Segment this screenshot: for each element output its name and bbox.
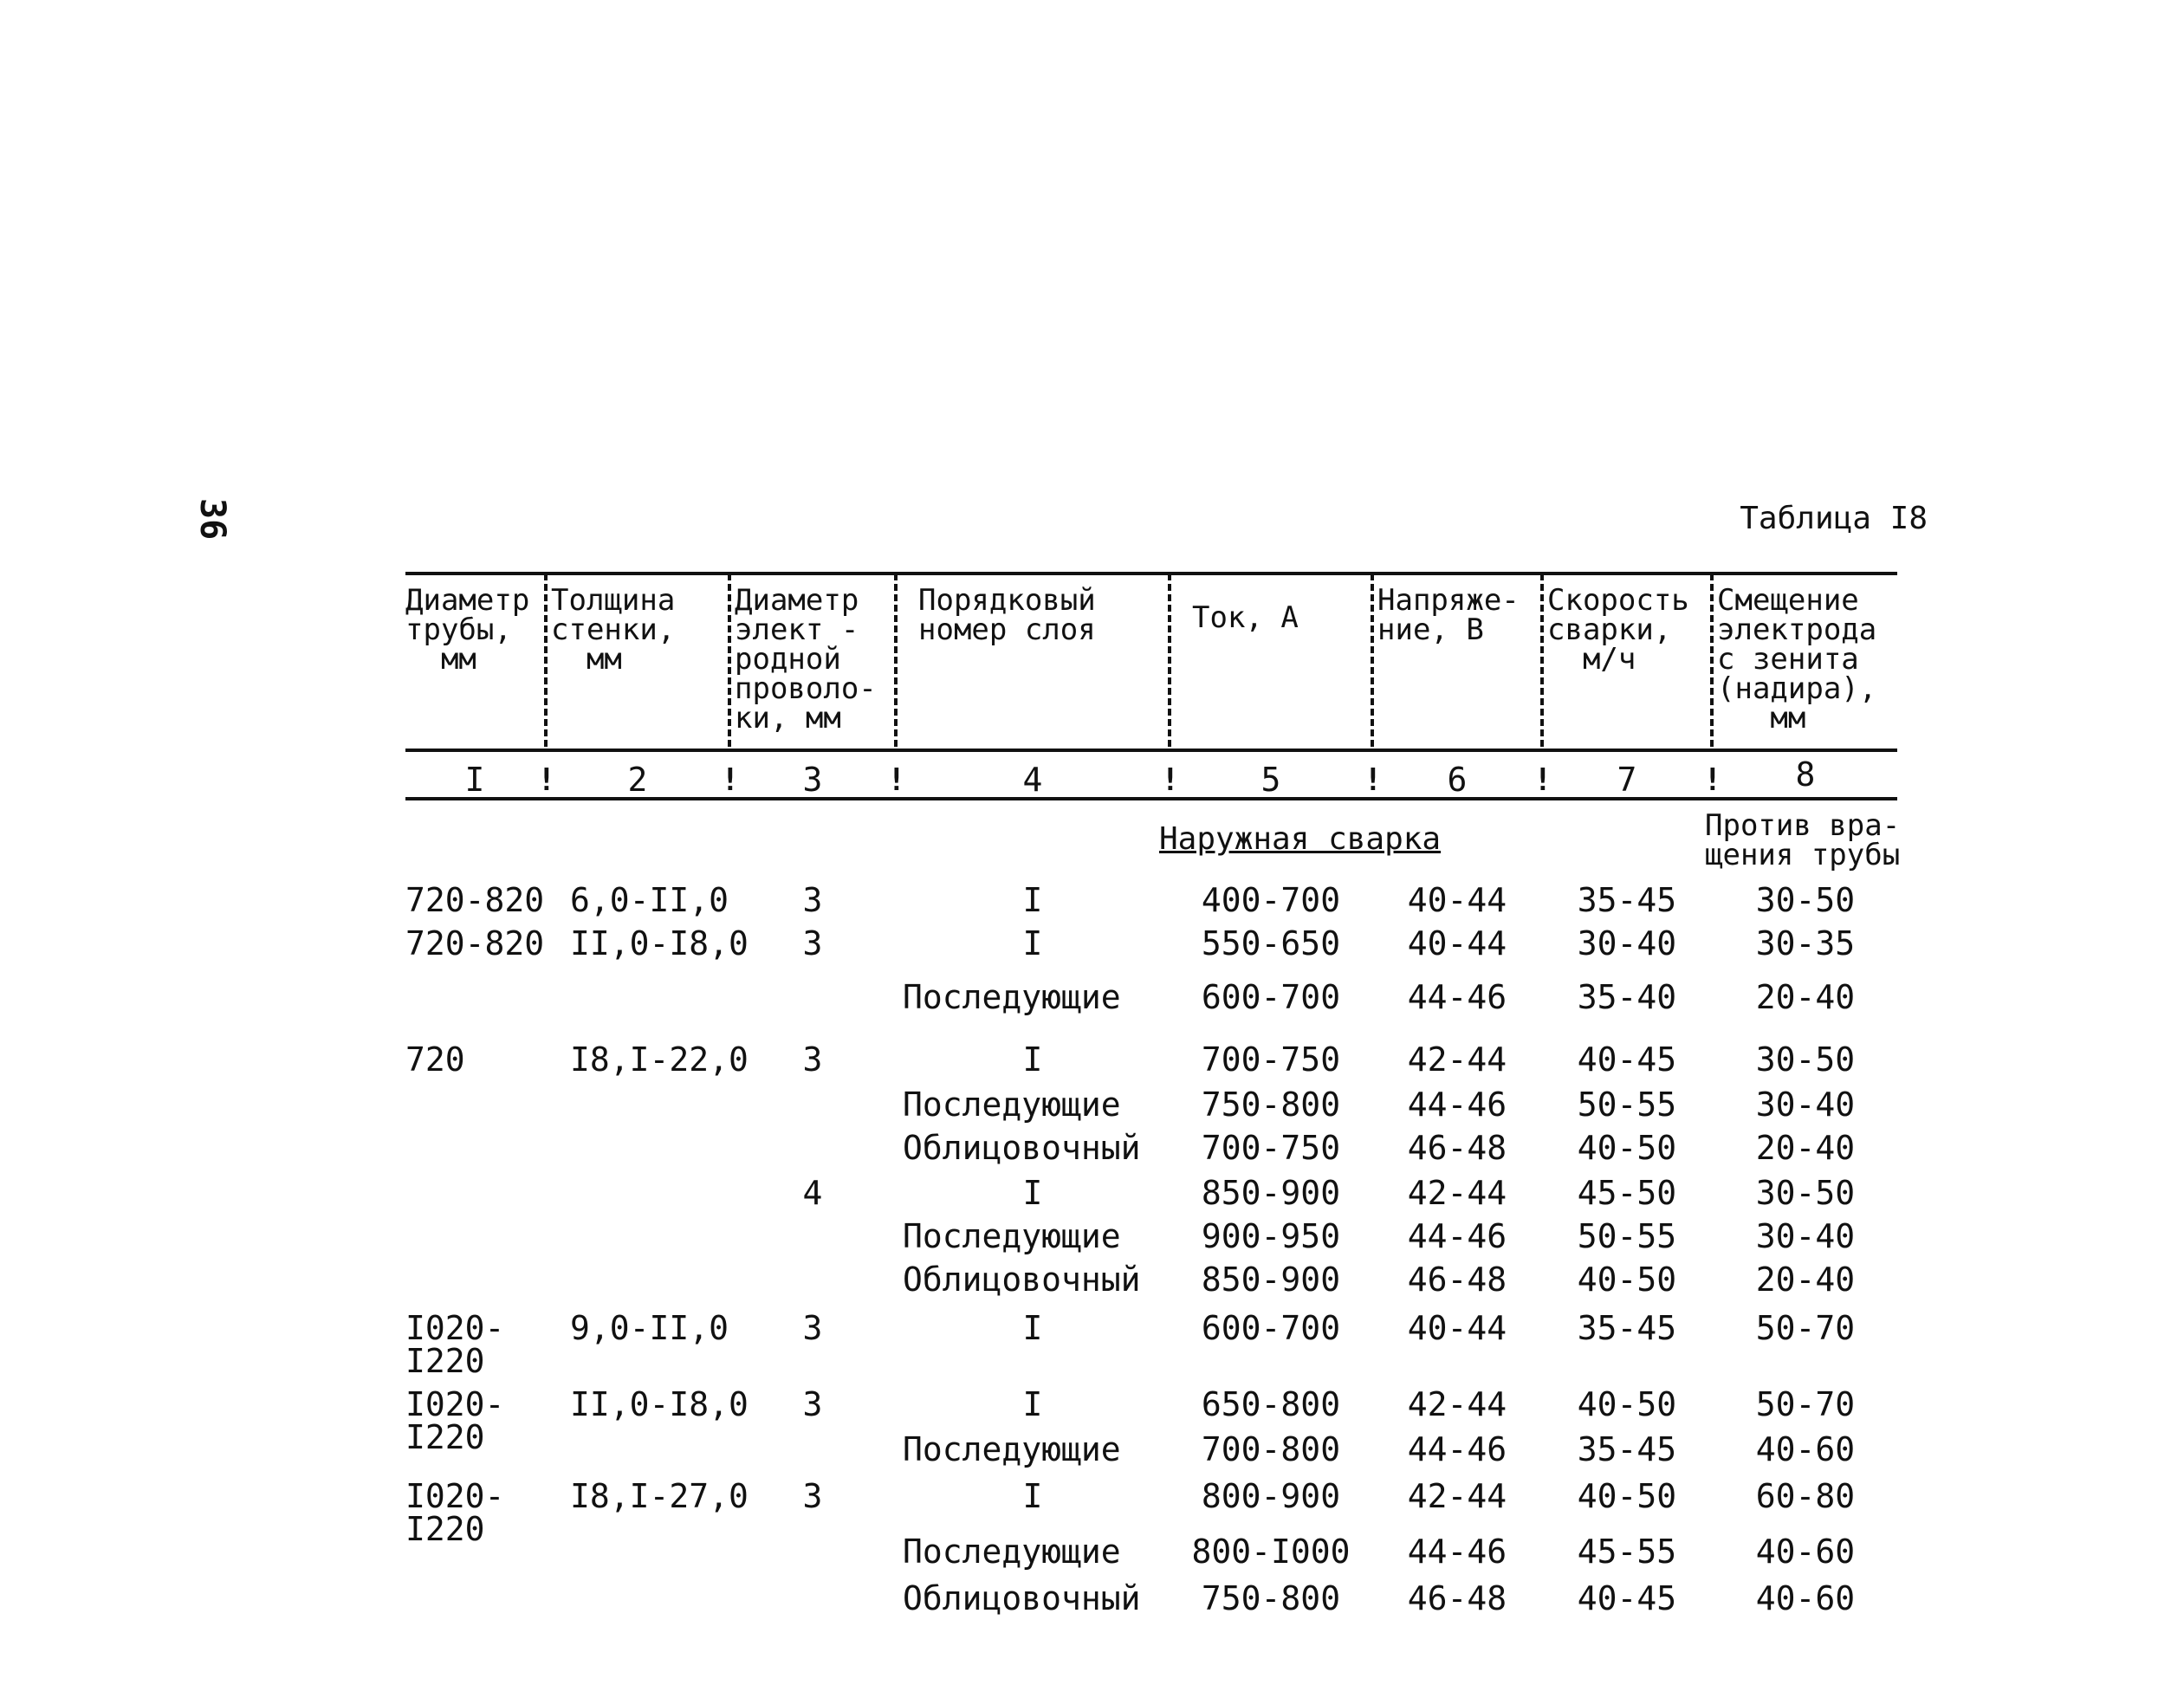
cell-pipe-diameter: 720-820	[405, 924, 545, 962]
column-separator	[544, 574, 548, 747]
cell-current: 750-800	[1201, 1086, 1341, 1124]
welding-table	[405, 570, 1901, 1617]
cell-current: 700-750	[1201, 1129, 1341, 1167]
cell-layer-number: Последующие	[903, 978, 1121, 1016]
cell-electrode-offset: 30-35	[1755, 924, 1856, 962]
cell-layer-number: Последующие	[903, 1086, 1121, 1124]
cell-current: 600-700	[1201, 1309, 1341, 1347]
cell-layer-number: I	[1022, 1477, 1043, 1515]
cell-wire-diameter: 3	[802, 1040, 823, 1079]
column-number-separator: !	[1161, 762, 1180, 798]
header-current: Ток, А	[1192, 600, 1299, 635]
cell-electrode-offset: 40-60	[1755, 1533, 1856, 1571]
cell-layer-number: Облицовочный	[903, 1261, 1141, 1299]
cell-wire-diameter: 3	[802, 1477, 823, 1515]
column-separator	[1371, 574, 1374, 747]
cell-speed: 40-45	[1577, 1040, 1677, 1079]
column-number: 2	[627, 761, 648, 799]
cell-current: 850-900	[1201, 1174, 1341, 1212]
cell-current: 700-800	[1201, 1430, 1341, 1468]
cell-speed: 45-55	[1577, 1533, 1677, 1571]
cell-voltage: 44-46	[1407, 1217, 1507, 1255]
cell-wall-thickness: I8,I-22,0	[570, 1040, 749, 1079]
cell-current: 850-900	[1201, 1261, 1341, 1299]
cell-layer-number: Последующие	[903, 1217, 1121, 1255]
cell-wall-thickness: 9,0-II,0	[570, 1309, 729, 1347]
column-separator	[728, 574, 731, 747]
column-separator	[1710, 574, 1714, 747]
cell-voltage: 42-44	[1407, 1477, 1507, 1515]
cell-electrode-offset: 50-70	[1755, 1385, 1856, 1423]
cell-layer-number: I	[1022, 1040, 1043, 1079]
cell-electrode-offset: 30-40	[1755, 1217, 1856, 1255]
cell-electrode-offset: 30-50	[1755, 881, 1856, 919]
cell-layer-number: Последующие	[903, 1533, 1121, 1571]
section-note: Против вра- щения трубы	[1705, 808, 1901, 872]
column-number: 4	[1022, 761, 1043, 799]
cell-speed: 40-45	[1577, 1579, 1677, 1617]
cell-current: 750-800	[1201, 1579, 1341, 1617]
column-number-separator: !	[1533, 762, 1552, 798]
cell-current: 800-I000	[1191, 1533, 1351, 1571]
section-title: Наружная сварка	[1159, 821, 1442, 857]
header-layer-number: Порядковый номер слоя	[918, 583, 1096, 647]
cell-pipe-diameter: I020- I220	[405, 1385, 505, 1456]
cell-speed: 30-40	[1577, 924, 1677, 962]
cell-voltage: 40-44	[1407, 881, 1507, 919]
cell-speed: 50-55	[1577, 1217, 1677, 1255]
cell-voltage: 40-44	[1407, 924, 1507, 962]
cell-speed: 45-50	[1577, 1174, 1677, 1212]
column-number-separator: !	[887, 762, 906, 798]
cell-current: 700-750	[1201, 1040, 1341, 1079]
cell-speed: 35-45	[1577, 1430, 1677, 1468]
cell-electrode-offset: 30-40	[1755, 1086, 1856, 1124]
cell-electrode-offset: 20-40	[1755, 978, 1856, 1016]
cell-voltage: 42-44	[1407, 1040, 1507, 1079]
header-pipe-diameter: Диаметр трубы, мм	[405, 583, 530, 677]
cell-current: 800-900	[1201, 1477, 1341, 1515]
cell-electrode-offset: 30-50	[1755, 1040, 1856, 1079]
header-wall-thickness: Толщина стенки, мм	[551, 583, 676, 677]
header-bottom-rule	[405, 749, 1897, 752]
cell-layer-number: Облицовочный	[903, 1129, 1141, 1167]
cell-pipe-diameter: I020- I220	[405, 1477, 505, 1548]
column-number: 7	[1617, 761, 1637, 799]
cell-wall-thickness: II,0-I8,0	[570, 1385, 749, 1423]
header-wire-diameter: Диаметр элект - родной проволо- ки, мм	[735, 583, 877, 736]
column-number-separator: !	[1364, 762, 1383, 798]
column-number: 8	[1795, 755, 1816, 794]
column-number-separator: !	[1703, 762, 1722, 798]
cell-electrode-offset: 40-60	[1755, 1579, 1856, 1617]
cell-speed: 40-50	[1577, 1129, 1677, 1167]
cell-wire-diameter: 3	[802, 1385, 823, 1423]
cell-electrode-offset: 40-60	[1755, 1430, 1856, 1468]
cell-electrode-offset: 20-40	[1755, 1261, 1856, 1299]
cell-current: 650-800	[1201, 1385, 1341, 1423]
header-speed: Скорость сварки, м/ч	[1547, 583, 1689, 677]
cell-wall-thickness: 6,0-II,0	[570, 881, 729, 919]
cell-current: 550-650	[1201, 924, 1341, 962]
header-voltage: Напряже- ние, В	[1377, 583, 1520, 647]
cell-electrode-offset: 60-80	[1755, 1477, 1856, 1515]
cell-voltage: 44-46	[1407, 1533, 1507, 1571]
cell-layer-number: I	[1022, 1309, 1043, 1347]
cell-layer-number: I	[1022, 924, 1043, 962]
cell-layer-number: I	[1022, 881, 1043, 919]
cell-electrode-offset: 50-70	[1755, 1309, 1856, 1347]
cell-voltage: 44-46	[1407, 978, 1507, 1016]
column-separator	[1540, 574, 1544, 747]
cell-pipe-diameter: I020- I220	[405, 1309, 505, 1380]
cell-speed: 40-50	[1577, 1477, 1677, 1515]
cell-wall-thickness: I8,I-27,0	[570, 1477, 749, 1515]
cell-layer-number: I	[1022, 1385, 1043, 1423]
cell-voltage: 46-48	[1407, 1579, 1507, 1617]
cell-wire-diameter: 3	[802, 881, 823, 919]
cell-voltage: 40-44	[1407, 1309, 1507, 1347]
column-separator	[894, 574, 898, 747]
cell-electrode-offset: 20-40	[1755, 1129, 1856, 1167]
cell-layer-number: Облицовочный	[903, 1579, 1141, 1617]
cell-voltage: 44-46	[1407, 1086, 1507, 1124]
cell-electrode-offset: 30-50	[1755, 1174, 1856, 1212]
cell-voltage: 42-44	[1407, 1385, 1507, 1423]
cell-speed: 35-40	[1577, 978, 1677, 1016]
cell-wire-diameter: 3	[802, 924, 823, 962]
column-number: I	[464, 761, 485, 799]
table-top-rule	[405, 572, 1897, 575]
cell-speed: 50-55	[1577, 1086, 1677, 1124]
column-number: 3	[802, 761, 823, 799]
cell-wall-thickness: II,0-I8,0	[570, 924, 749, 962]
cell-current: 600-700	[1201, 978, 1341, 1016]
cell-speed: 35-45	[1577, 881, 1677, 919]
cell-wire-diameter: 3	[802, 1309, 823, 1347]
column-separator	[1168, 574, 1171, 747]
cell-speed: 40-50	[1577, 1261, 1677, 1299]
cell-voltage: 46-48	[1407, 1261, 1507, 1299]
column-number-separator: !	[537, 762, 556, 798]
column-number: 6	[1447, 761, 1468, 799]
column-number: 5	[1260, 761, 1281, 799]
table-title: Таблица I8	[1740, 501, 1928, 536]
cell-voltage: 46-48	[1407, 1129, 1507, 1167]
page-number: 36	[192, 498, 232, 541]
column-number-separator: !	[721, 762, 740, 798]
cell-wire-diameter: 4	[802, 1174, 823, 1212]
cell-pipe-diameter: 720	[405, 1040, 465, 1079]
cell-current: 900-950	[1201, 1217, 1341, 1255]
cell-speed: 35-45	[1577, 1309, 1677, 1347]
cell-voltage: 42-44	[1407, 1174, 1507, 1212]
cell-speed: 40-50	[1577, 1385, 1677, 1423]
cell-pipe-diameter: 720-820	[405, 881, 545, 919]
header-electrode-offset: Смещение электрода с зенита (надира), мм	[1717, 583, 1877, 736]
cell-layer-number: Последующие	[903, 1430, 1121, 1468]
cell-voltage: 44-46	[1407, 1430, 1507, 1468]
cell-layer-number: I	[1022, 1174, 1043, 1212]
cell-current: 400-700	[1201, 881, 1341, 919]
